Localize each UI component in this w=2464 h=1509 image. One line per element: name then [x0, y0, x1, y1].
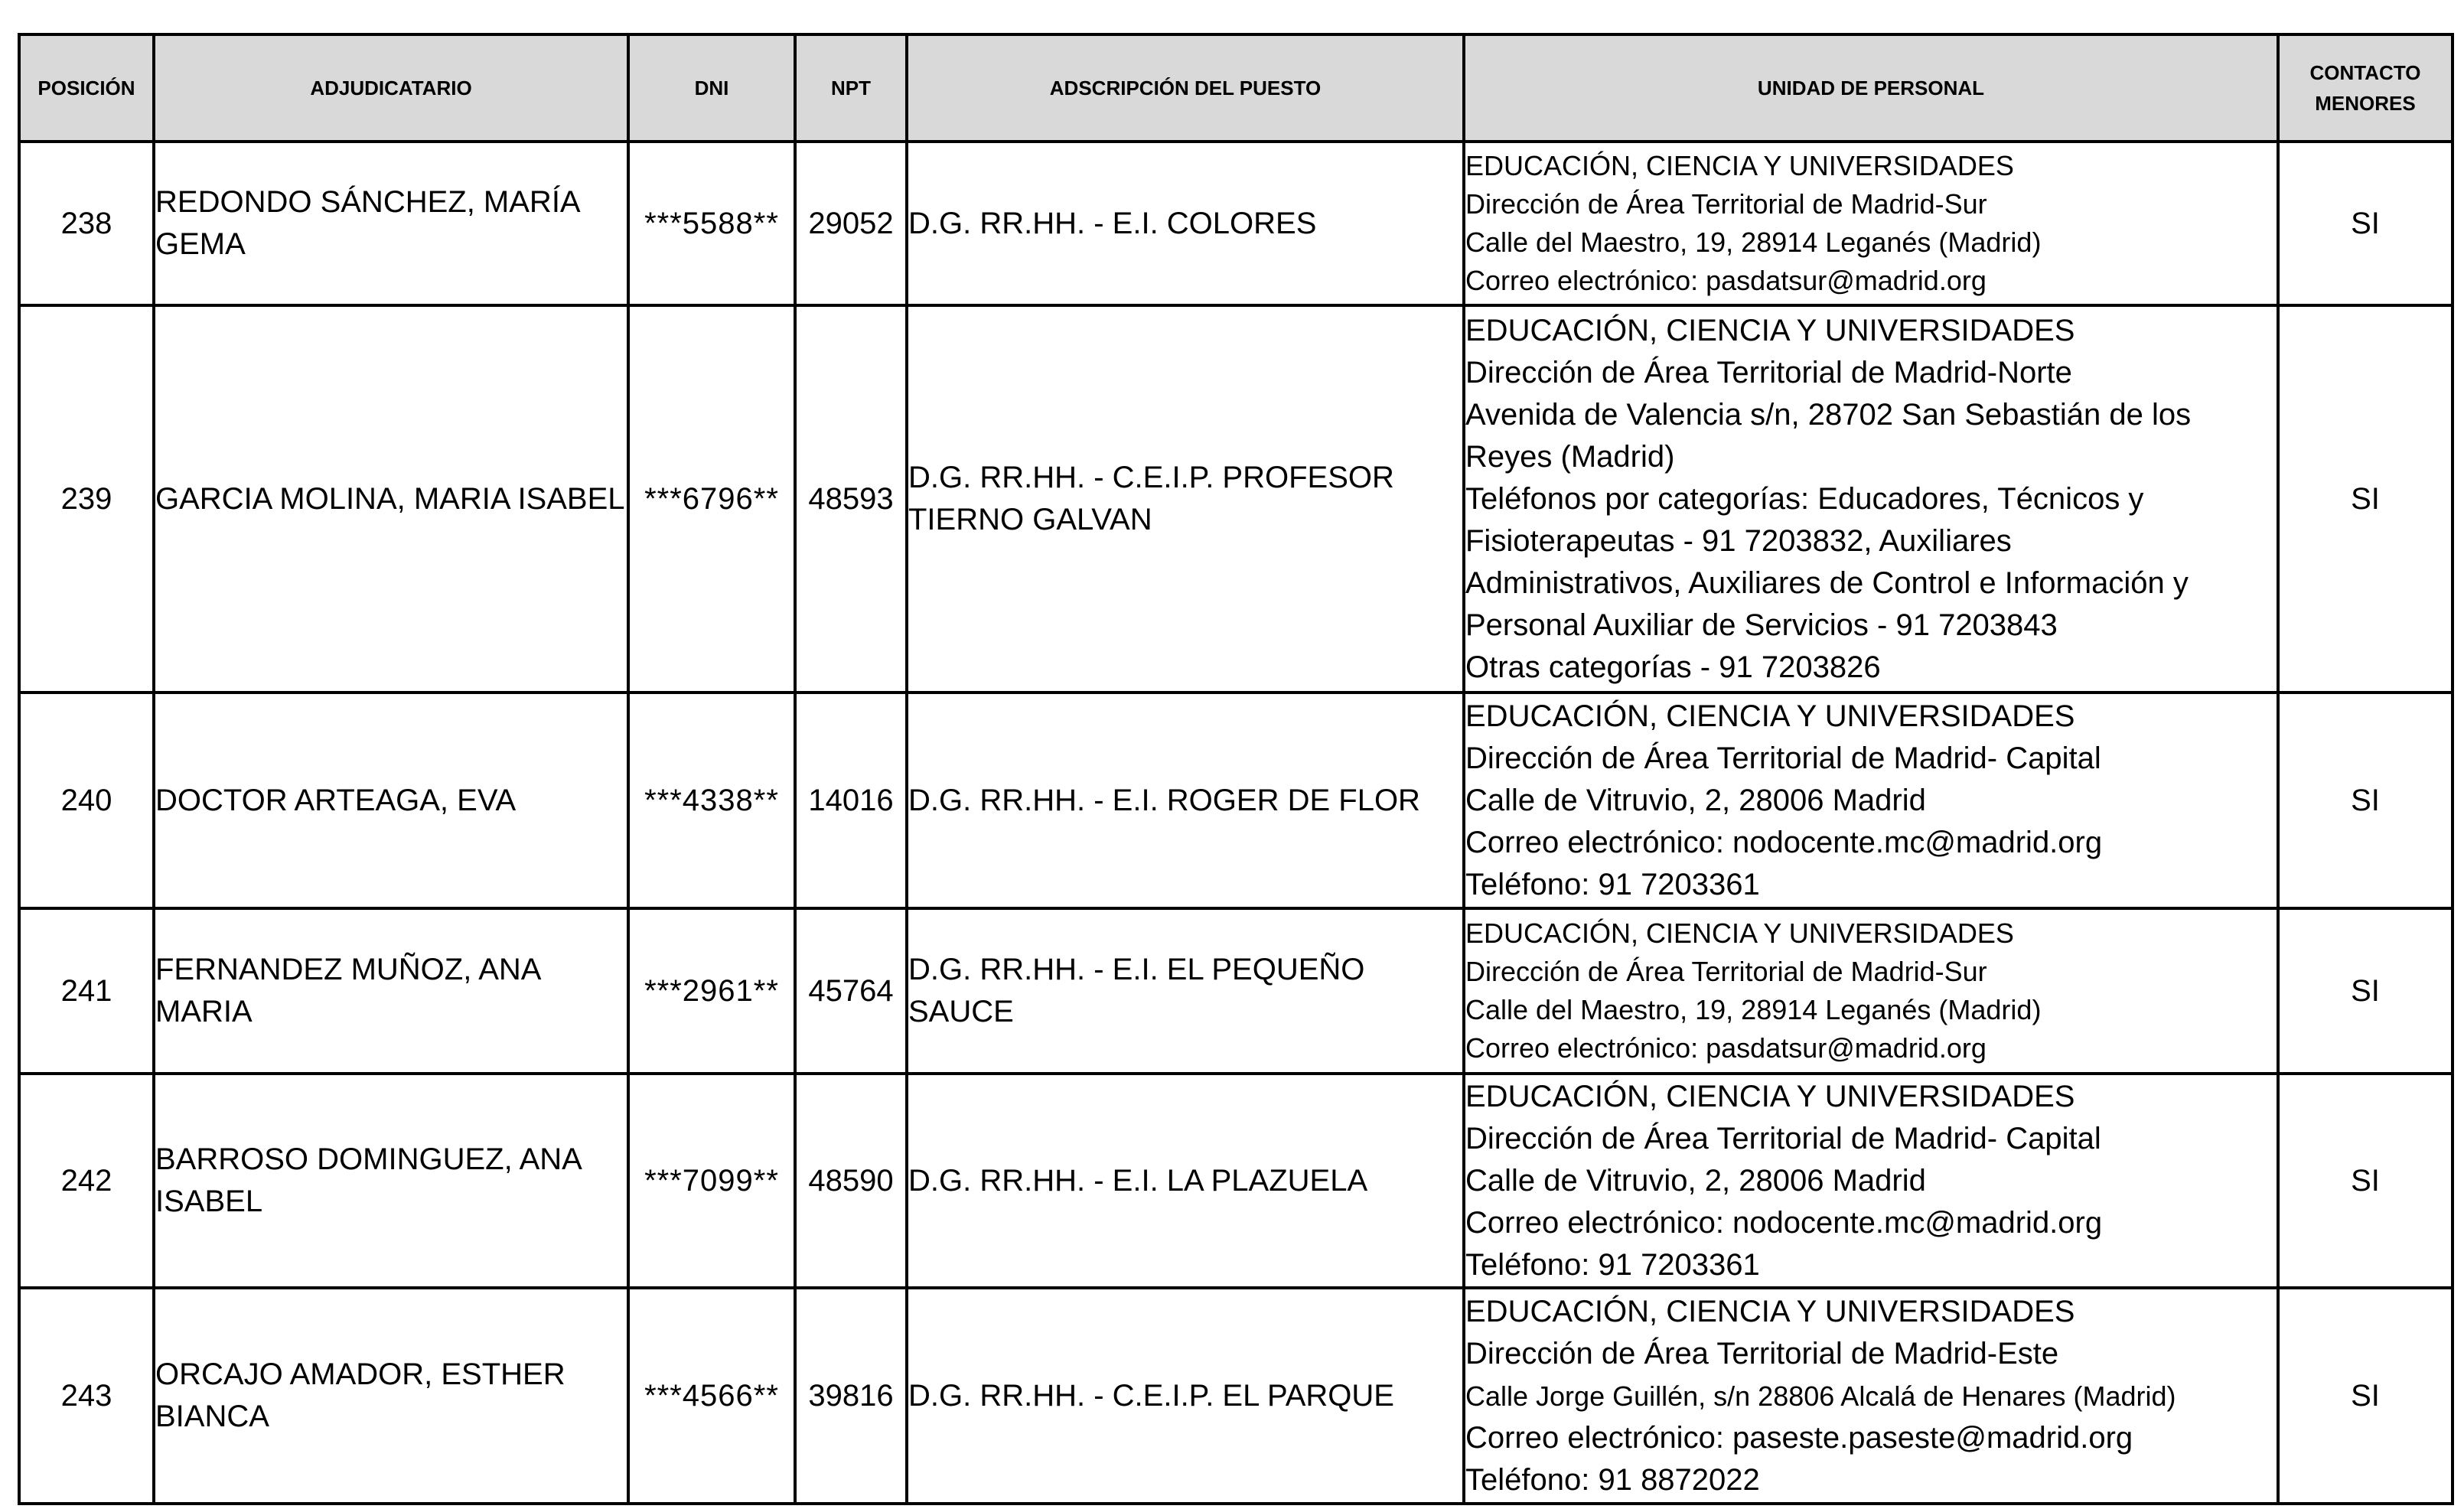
- unidad-line: Administrativos, Auxiliares de Control e Información y: [1465, 565, 2189, 600]
- table-row: [19, 305, 2453, 693]
- cell-dni: ***4338**: [628, 693, 795, 908]
- cell-adjudicatario: GARCIA MOLINA, MARIA ISABEL: [154, 305, 628, 693]
- cell-dni: ***2961**: [628, 908, 795, 1074]
- table-row: [19, 142, 2453, 305]
- unidad-line: EDUCACIÓN, CIENCIA Y UNIVERSIDADES: [1465, 1079, 2075, 1113]
- cell-npt: 14016: [795, 693, 907, 908]
- cell-contacto: SI: [2278, 1074, 2453, 1288]
- cell-npt: 45764: [795, 908, 907, 1074]
- cell-posicion: 240: [19, 693, 154, 908]
- unidad-line: EDUCACIÓN, CIENCIA Y UNIVERSIDADES: [1465, 699, 2075, 733]
- cell-unidad: [1464, 693, 2278, 908]
- cell-dni: ***4566**: [628, 1288, 795, 1504]
- cell-unidad: [1464, 908, 2278, 1074]
- cell-npt: 29052: [795, 142, 907, 305]
- header-unidad: UNIDAD DE PERSONAL: [1464, 34, 2278, 142]
- unidad-line: Correo electrónico: paseste.paseste@madrid.org: [1465, 1420, 2133, 1455]
- cell-adjudicatario: ORCAJO AMADOR, ESTHER BIANCA: [154, 1288, 628, 1504]
- cell-npt: 39816: [795, 1288, 907, 1504]
- unidad-line: Dirección de Área Territorial de Madrid- Capital: [1465, 1121, 2101, 1155]
- unidad-line: Teléfono: 91 7203361: [1465, 1247, 1760, 1282]
- unidad-line: Dirección de Área Territorial de Madrid-Sur: [1465, 188, 1987, 220]
- cell-contacto: SI: [2278, 908, 2453, 1074]
- unidad-line: Correo electrónico: nodocente.mc@madrid.org: [1465, 825, 2103, 859]
- unidad-line: Calle de Vitruvio, 2, 28006 Madrid: [1465, 783, 1926, 817]
- header-row: [19, 34, 2453, 142]
- header-posicion: POSICIÓN: [19, 34, 154, 142]
- cell-posicion: 239: [19, 305, 154, 693]
- unidad-line: Calle de Vitruvio, 2, 28006 Madrid: [1465, 1163, 1926, 1198]
- cell-adjudicatario: REDONDO SÁNCHEZ, MARÍA GEMA: [154, 142, 628, 305]
- table-row: [19, 1288, 2453, 1504]
- unidad-line: Dirección de Área Territorial de Madrid-Sur: [1465, 956, 1987, 987]
- unidad-line: EDUCACIÓN, CIENCIA Y UNIVERSIDADES: [1465, 313, 2075, 347]
- unidad-line: Calle del Maestro, 19, 28914 Leganés (Madrid): [1465, 227, 2042, 258]
- assignment-table: [18, 33, 2454, 1505]
- table-row: [19, 908, 2453, 1074]
- cell-npt: 48590: [795, 1074, 907, 1288]
- header-npt: NPT: [795, 34, 907, 142]
- unidad-line: EDUCACIÓN, CIENCIA Y UNIVERSIDADES: [1465, 917, 2014, 949]
- unidad-line: Dirección de Área Territorial de Madrid- Capital: [1465, 741, 2101, 775]
- cell-dni: ***7099**: [628, 1074, 795, 1288]
- unidad-line: Dirección de Área Territorial de Madrid-Norte: [1465, 355, 2072, 389]
- cell-dni: ***6796**: [628, 305, 795, 693]
- cell-unidad: [1464, 1074, 2278, 1288]
- unidad-line: Teléfono: 91 7203361: [1465, 867, 1760, 901]
- cell-adscripcion: D.G. RR.HH. - C.E.I.P. EL PARQUE: [907, 1288, 1464, 1504]
- cell-dni: ***5588**: [628, 142, 795, 305]
- cell-npt: 48593: [795, 305, 907, 693]
- table-row: [19, 1074, 2453, 1288]
- header-contacto: [2278, 34, 2453, 142]
- cell-unidad: [1464, 1288, 2278, 1504]
- cell-posicion: 238: [19, 142, 154, 305]
- unidad-line: Reyes (Madrid): [1465, 439, 1675, 474]
- unidad-line: Calle del Maestro, 19, 28914 Leganés (Madrid): [1465, 994, 2042, 1025]
- unidad-line: Avenida de Valencia s/n, 28702 San Sebastián de los: [1465, 397, 2192, 432]
- cell-adscripcion: D.G. RR.HH. - E.I. ROGER DE FLOR: [907, 693, 1464, 908]
- cell-unidad: [1464, 305, 2278, 693]
- header-contacto-line2: MENORES: [2315, 92, 2416, 115]
- cell-posicion: 242: [19, 1074, 154, 1288]
- table-row: [19, 693, 2453, 908]
- cell-contacto: SI: [2278, 142, 2453, 305]
- cell-unidad: [1464, 142, 2278, 305]
- cell-posicion: 241: [19, 908, 154, 1074]
- cell-posicion: 243: [19, 1288, 154, 1504]
- unidad-line: Correo electrónico: pasdatsur@madrid.org: [1465, 1032, 1987, 1064]
- unidad-line: Teléfono: 91 8872022: [1465, 1462, 1760, 1497]
- cell-adjudicatario: BARROSO DOMINGUEZ, ANA ISABEL: [154, 1074, 628, 1288]
- cell-adscripcion: D.G. RR.HH. - C.E.I.P. PROFESOR TIERNO GALVAN: [907, 305, 1464, 693]
- unidad-line: Personal Auxiliar de Servicios - 91 7203843: [1465, 608, 2058, 642]
- cell-adjudicatario: FERNANDEZ MUÑOZ, ANA MARIA: [154, 908, 628, 1074]
- unidad-line: Fisioterapeutas - 91 7203832, Auxiliares: [1465, 523, 2012, 558]
- cell-contacto: SI: [2278, 1288, 2453, 1504]
- unidad-line: EDUCACIÓN, CIENCIA Y UNIVERSIDADES: [1465, 1294, 2075, 1328]
- unidad-line: Dirección de Área Territorial de Madrid-Este: [1465, 1336, 2059, 1370]
- unidad-line: EDUCACIÓN, CIENCIA Y UNIVERSIDADES: [1465, 150, 2014, 181]
- header-dni: DNI: [628, 34, 795, 142]
- cell-adscripcion: D.G. RR.HH. - E.I. EL PEQUEÑO SAUCE: [907, 908, 1464, 1074]
- unidad-line: Otras categorías - 91 7203826: [1465, 650, 1881, 684]
- unidad-line: Correo electrónico: nodocente.mc@madrid.org: [1465, 1205, 2103, 1240]
- header-adscripcion: ADSCRIPCIÓN DEL PUESTO: [907, 34, 1464, 142]
- cell-adjudicatario: DOCTOR ARTEAGA, EVA: [154, 693, 628, 908]
- unidad-line: Correo electrónico: pasdatsur@madrid.org: [1465, 265, 1987, 296]
- cell-contacto: SI: [2278, 693, 2453, 908]
- cell-contacto: SI: [2278, 305, 2453, 693]
- cell-adscripcion: D.G. RR.HH. - E.I. LA PLAZUELA: [907, 1074, 1464, 1288]
- unidad-line: Teléfonos por categorías: Educadores, Técnicos y: [1465, 481, 2144, 516]
- header-contacto-line1: CONTACTO: [2309, 61, 2421, 84]
- unidad-line: Calle Jorge Guillén, s/n 28806 Alcalá de Henares (Madrid): [1465, 1380, 2176, 1412]
- header-adjudicatario: ADJUDICATARIO: [154, 34, 628, 142]
- cell-adscripcion: D.G. RR.HH. - E.I. COLORES: [907, 142, 1464, 305]
